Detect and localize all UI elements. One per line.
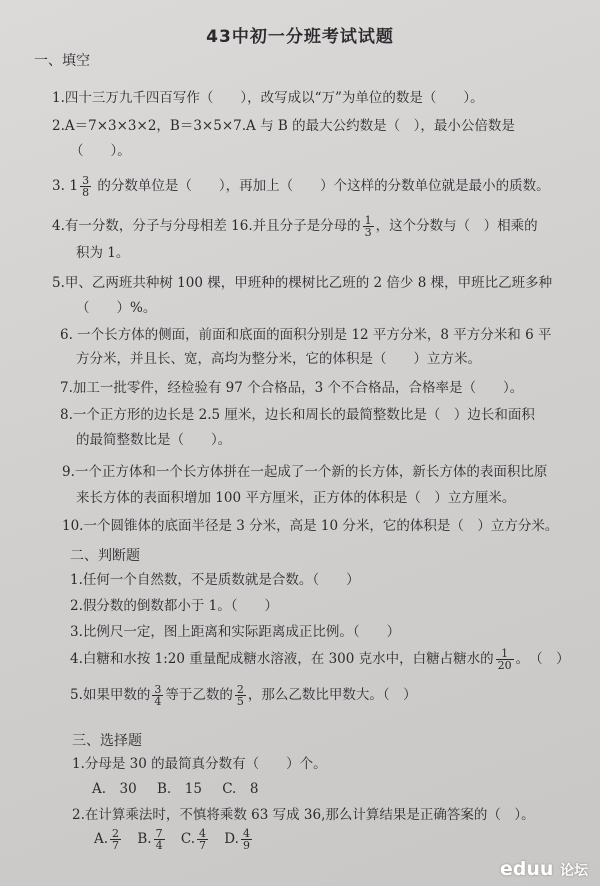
question-5-line1: 5.甲、乙两班共种树 100 棵，甲班种的棵树比乙班的 2 倍少 8 棵，甲班比乙班多种 (52, 275, 553, 291)
q3-text: 的分数单位是（ ），再加上（ ）个这样的分数单位就是最小的质数。 (97, 178, 550, 194)
choice-1-option-c: C. 8 (222, 781, 259, 797)
question-4: 4.有一分数，分子与分母相差 16.并且分子是分母的 $\frac{1}{3}$ ，这个分数与（ ）相乘的 (52, 214, 538, 239)
choice-1-option-a: A. 30 (92, 781, 137, 797)
choice-2-option-b: B. $\frac{7}{4}$ (137, 827, 163, 852)
judge-2: 2.假分数的倒数都小于 1。（ ） (70, 598, 279, 614)
choice-2-options (94, 828, 264, 851)
question-3 (52, 175, 550, 198)
choice-1-option-b: B. 15 (157, 781, 202, 797)
choice-2: 2.在计算乘法时，不慎将乘数 63 写成 36,那么计算结果是正确答案的（ ）。 (72, 807, 535, 823)
site-watermark: eduu 论坛 (499, 858, 588, 880)
question-5-line2: （ ）%。 (76, 300, 157, 316)
question-7: 7.加工一批零件，经检验有 97 个合格品，3 个不合格品，合格率是（ ）。 (60, 380, 524, 396)
choice-2-option-d: D. $\frac{4}{9}$ (224, 827, 250, 852)
question-1: 1.四十三万九千四百写作（ ），改写成以“万”为单位的数是（ ）。 (52, 90, 484, 106)
choice-2-option-a: A. $\frac{2}{7}$ (94, 827, 120, 852)
judge-4: 4.白糖和水按 1:20 重量配成糖水溶液，在 300 克水中，白糖占糖水的 $\frac{1}{20}$ 。 （ ） (70, 647, 570, 672)
j5-fraction-2: $\frac{2}{5}$ (236, 683, 244, 708)
question-10: 10.一个圆锥体的底面半径是 3 分米，高是 10 分米，它的体积是（ ）立方分米。 (62, 518, 559, 534)
q4-fraction: $\frac{1}{3}$ (364, 214, 372, 239)
choice-1-options (92, 779, 274, 799)
choice-1: 1.分母是 30 的最简真分数有（ ）个。 (72, 756, 327, 772)
judge-5: 5.如果甲数的 $\frac{3}{4}$ 等于乙数的 $\frac{2}{5}$ ，那么乙数比甲数大。（ ） (70, 683, 417, 708)
question-8-line2: 的最简整数比是（ ）。 (76, 432, 232, 448)
judge-3: 3.比例尺一定，图上距离和实际距离成正比例。（ ） (70, 624, 401, 640)
question-6-line1: 6. 一个长方体的侧面，前面和底面的面积分别是 12 平方分米，8 平方分米和 6 平 (60, 327, 552, 343)
question-4-line2: 积为 1。 (76, 245, 130, 261)
section-true-false: 二、判断题 (70, 548, 140, 564)
question-6-line2: 方分米，并且长、宽，高均为整分米，它的体积是（ ）立方米。 (76, 351, 481, 367)
q3-number: 3. (52, 178, 65, 194)
section-multiple-choice: 三、选择题 (72, 733, 142, 749)
question-2-line2: （ ）。 (70, 143, 131, 159)
j4-fraction: $\frac{1}{20}$ (497, 647, 512, 672)
question-2-line1: 2.A＝7×3×3×2，B＝3×5×7.A 与 B 的最大公约数是（ ），最小公倍数是 (52, 118, 515, 134)
judge-1: 1.任何一个自然数，不是质数就是合数。（ ） (70, 572, 360, 588)
page-title: 43中初一分班考试试题 (206, 27, 394, 47)
question-9-line2: 来长方体的表面积增加 100 平方厘米，正方体的体积是（ ）立方厘米。 (76, 490, 516, 506)
choice-2-option-c: C. $\frac{4}{7}$ (180, 827, 206, 852)
section-fill-blank: 一、填空 (34, 53, 90, 69)
j5-fraction-1: $\frac{3}{4}$ (154, 683, 162, 708)
question-8-line1: 8.一个正方形的边长是 2.5 厘米，边长和周长的最简整数比是（ ）边长和面积 (60, 407, 535, 423)
q3-fraction: $\frac{3}{8}$ (82, 174, 90, 199)
question-9-line1: 9.一个正方体和一个长方体拼在一起成了一个新的长方体，新长方体的表面积比原 (62, 464, 548, 480)
q3-int: 1 (69, 178, 79, 194)
